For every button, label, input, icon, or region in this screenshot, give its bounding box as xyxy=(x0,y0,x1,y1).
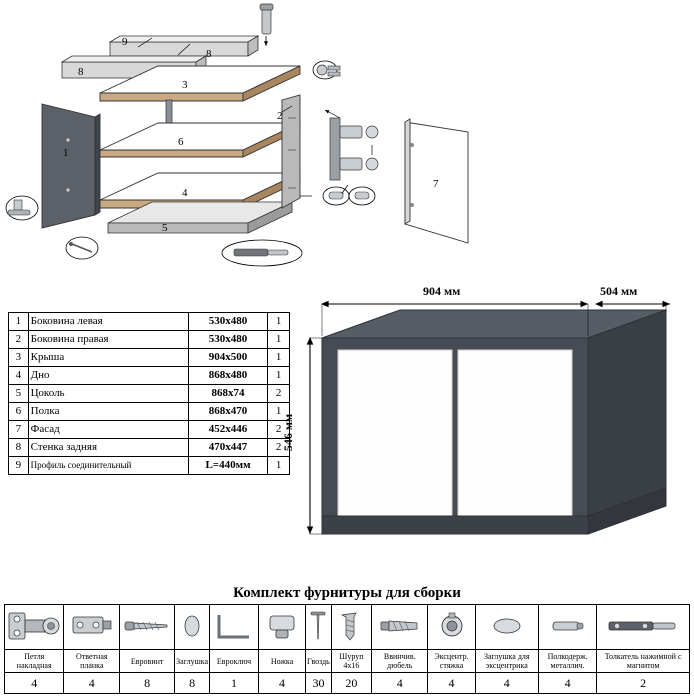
part-size: 452х446 xyxy=(188,421,268,439)
part-index: 8 xyxy=(9,439,29,457)
panel-shelf-6 xyxy=(100,123,300,157)
callout-8-left: 8 xyxy=(78,66,84,78)
exploded-diagram-svg xyxy=(0,0,694,285)
euro-screw-icon xyxy=(120,605,175,650)
part-qty: 1 xyxy=(268,313,290,331)
part-index: 7 xyxy=(9,421,29,439)
hardware-qty: 1 xyxy=(210,673,259,694)
cap-icon xyxy=(175,605,210,650)
hardware-label: Петля накладная xyxy=(5,650,64,673)
hardware-label: Заглушка xyxy=(175,650,210,673)
hardware-label: Заглушка для эксцентрика xyxy=(475,650,538,673)
callout-1: 1 xyxy=(63,147,69,159)
part-qty: 1 xyxy=(268,331,290,349)
part-size: 470х447 xyxy=(188,439,268,457)
hardware-icons-row xyxy=(5,605,690,650)
table-row xyxy=(9,349,290,367)
callout-3: 3 xyxy=(182,79,188,91)
shelf-support-icon xyxy=(538,605,596,650)
part-index: 6 xyxy=(9,403,29,421)
part-size: 868х470 xyxy=(188,403,268,421)
part-index: 9 xyxy=(9,457,29,475)
cam-cap-icon xyxy=(475,605,538,650)
part-name: Дно xyxy=(28,367,188,385)
cabinet-depth-label: 504 мм xyxy=(600,284,638,298)
part-name: Фасад xyxy=(28,421,188,439)
hardware-label: Ответная планка xyxy=(64,650,120,673)
part-name: Стенка задняя xyxy=(28,439,188,457)
hardware-label: Толкатель нажимной с магнитом xyxy=(597,650,690,673)
callout-6: 6 xyxy=(178,136,184,148)
part-qty: 2 xyxy=(268,385,290,403)
nail-icon xyxy=(306,605,332,650)
part-index: 2 xyxy=(9,331,29,349)
hinge-icon xyxy=(5,605,64,650)
hardware-qty: 4 xyxy=(64,673,120,694)
hardware-labels-row xyxy=(5,650,690,673)
nail-callout xyxy=(66,237,98,259)
hardware-qty: 4 xyxy=(428,673,475,694)
hardware-label: Евроключ xyxy=(210,650,259,673)
hardware-label: Гвоздь xyxy=(306,650,332,673)
hardware-table xyxy=(4,604,690,694)
exploded-assembly-diagram xyxy=(0,0,694,285)
part-name: Крыша xyxy=(28,349,188,367)
part-qty: 1 xyxy=(268,349,290,367)
hardware-qty: 20 xyxy=(331,673,371,694)
parts-table xyxy=(8,312,290,475)
hardware-qty: 8 xyxy=(175,673,210,694)
hardware-qty: 4 xyxy=(372,673,428,694)
magnet-catch-icon xyxy=(597,605,690,650)
part-name: Боковина левая xyxy=(28,313,188,331)
part-qty: 2 xyxy=(268,439,290,457)
hardware-qty: 4 xyxy=(538,673,596,694)
hardware-qty: 2 xyxy=(597,673,690,694)
leg-icon xyxy=(259,605,306,650)
callout-5: 5 xyxy=(162,222,168,234)
hinge-plate-icon xyxy=(64,605,120,650)
callout-2: 2 xyxy=(277,110,283,122)
part-name: Профиль соединительный xyxy=(28,457,188,475)
cabinet-render xyxy=(281,284,690,560)
hardware-label: Евровинт xyxy=(120,650,175,673)
part-size: 530х480 xyxy=(188,313,268,331)
panel-back-upper xyxy=(110,36,258,56)
callout-7: 7 xyxy=(433,178,439,190)
part-name: Боковина правая xyxy=(28,331,188,349)
cam-lock-icon xyxy=(428,605,475,650)
part-index: 5 xyxy=(9,385,29,403)
hardware-qty: 4 xyxy=(259,673,306,694)
hardware-section-title: Комплект фурнитуры для сборки xyxy=(233,585,461,601)
callout-4: 4 xyxy=(182,187,188,199)
table-row xyxy=(9,313,290,331)
table-row xyxy=(9,331,290,349)
part-index: 4 xyxy=(9,367,29,385)
part-qty: 1 xyxy=(268,403,290,421)
hardware-qty: 8 xyxy=(120,673,175,694)
hardware-quantities-row xyxy=(5,673,690,694)
cam-lock-callout xyxy=(313,61,340,79)
cabinet-height-label: 546 мм xyxy=(281,413,296,452)
table-row xyxy=(9,421,290,439)
screw-icon xyxy=(331,605,371,650)
shelf-support-callouts xyxy=(323,187,375,205)
part-size: 904х500 xyxy=(188,349,268,367)
panel-side-left-1 xyxy=(42,104,100,228)
hardware-qty: 4 xyxy=(475,673,538,694)
part-name: Цоколь xyxy=(28,385,188,403)
euro-screw-callout xyxy=(260,4,273,46)
hardware-label: Эксцентр. стяжка xyxy=(428,650,475,673)
cabinet-svg xyxy=(300,290,690,560)
part-size: 868х480 xyxy=(188,367,268,385)
table-row xyxy=(9,439,290,457)
part-size: 868х74 xyxy=(188,385,268,403)
euro-key-icon xyxy=(210,605,259,650)
callout-8-upper: 8 xyxy=(206,48,212,60)
hinge-parts-group xyxy=(325,110,378,196)
table-row xyxy=(9,457,290,475)
hardware-qty: 4 xyxy=(5,673,64,694)
magnet-catch-callout xyxy=(222,240,302,266)
part-name: Полка xyxy=(28,403,188,421)
hardware-label: Ножка xyxy=(259,650,306,673)
cabinet-width-label: 904 мм xyxy=(423,284,461,298)
part-index: 1 xyxy=(9,313,29,331)
hardware-qty: 30 xyxy=(306,673,332,694)
part-index: 3 xyxy=(9,349,29,367)
hardware-label: Полкодерж. металлич. xyxy=(538,650,596,673)
part-qty: 1 xyxy=(268,367,290,385)
panel-side-right-2 xyxy=(282,95,300,208)
parts-table-body xyxy=(9,313,290,475)
dowel-icon xyxy=(372,605,428,650)
part-qty: 2 xyxy=(268,421,290,439)
hardware-label: Ввинчив. дюбель xyxy=(372,650,428,673)
part-size: 530х480 xyxy=(188,331,268,349)
leg-callout xyxy=(6,196,38,220)
table-row xyxy=(9,403,290,421)
table-row xyxy=(9,385,290,403)
part-size: L=440мм xyxy=(188,457,268,475)
hardware-label: Шуруп 4х16 xyxy=(331,650,371,673)
part-qty: 1 xyxy=(268,457,290,475)
table-row xyxy=(9,367,290,385)
callout-9: 9 xyxy=(122,36,128,48)
